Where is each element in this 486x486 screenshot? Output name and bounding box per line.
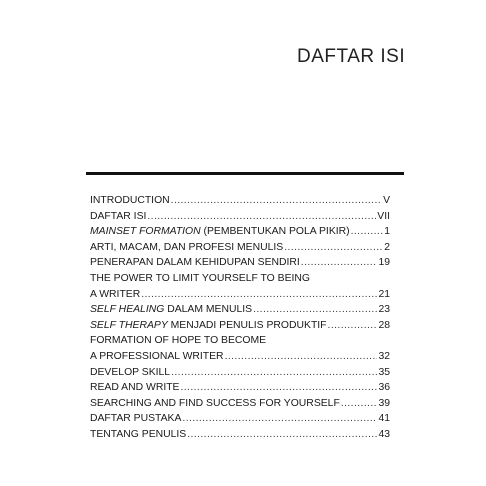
toc-entry: [90, 255, 390, 271]
toc-entry-label-text: ARTI, MACAM, DAN PROFESI MENULIS: [90, 241, 284, 253]
toc-entry: [90, 318, 390, 334]
toc-entry: [90, 209, 390, 225]
toc-entry-label-text: FORMATION OF HOPE TO BECOME: [90, 335, 267, 347]
toc-entry-label: [90, 287, 140, 303]
toc-entry-label: [90, 209, 146, 225]
toc-entry-label: [90, 224, 350, 240]
toc-leader-dots: [171, 193, 382, 209]
toc-entry-label-text: DAFTAR ISI: [90, 210, 147, 222]
toc-page-number: 35: [378, 366, 390, 378]
toc-entry-label: [90, 193, 170, 209]
toc-leader-dots: [351, 224, 384, 240]
toc-entry-label: [90, 240, 283, 256]
toc-entry: [90, 427, 390, 443]
toc-leader-dots: [225, 349, 378, 365]
toc-page-number: 1: [384, 226, 390, 238]
toc-entry-label-text: DALAM MENULIS: [164, 304, 253, 316]
toc-entry: [90, 224, 390, 240]
toc-entry-label: [90, 255, 300, 271]
toc-entry-label-text: DAFTAR PUSTAKA: [90, 413, 182, 425]
toc-page-number: 23: [378, 304, 390, 316]
toc-entry-label: [90, 349, 224, 365]
toc-leader-dots: [187, 427, 377, 443]
toc-page-number: 2: [384, 241, 390, 253]
toc-entry-label-text: DEVELOP SKILL: [90, 366, 171, 378]
toc-entry-label: [90, 333, 390, 349]
toc-entry-label: [90, 318, 327, 334]
toc-entry: [90, 380, 390, 396]
toc-leader-dots: [141, 287, 377, 303]
toc-entry-label-text: TENTANG PENULIS: [90, 428, 187, 440]
table-of-contents: [90, 193, 390, 443]
toc-entry: [90, 193, 390, 209]
toc-leader-dots: [147, 209, 376, 225]
toc-leader-dots: [180, 380, 377, 396]
toc-entry-label-text: (PEMBENTUKAN POLA PIKIR): [200, 226, 350, 238]
toc-entry-label-text: A PROFESSIONAL WRITER: [90, 350, 224, 362]
toc-leader-dots: [301, 255, 378, 271]
toc-page-number: 36: [378, 382, 390, 394]
toc-page-number: 41: [378, 413, 390, 425]
toc-page-number: 43: [378, 428, 390, 440]
toc-leader-dots: [341, 396, 378, 412]
toc-entry: [90, 240, 390, 256]
toc-entry-label: [90, 302, 252, 318]
toc-page-number: VII: [377, 210, 390, 222]
toc-entry-label: [90, 396, 340, 412]
toc-entry-label-text: MENJADI PENULIS PRODUKTIF: [167, 319, 327, 331]
toc-page-number: 39: [378, 397, 390, 409]
toc-entry-label: [90, 380, 179, 396]
heading-rule: [86, 172, 404, 175]
toc-page-number: V: [383, 195, 390, 206]
toc-page-number: 28: [378, 319, 390, 331]
toc-entry-label-text: PENERAPAN DALAM KEHIDUPAN SENDIRI: [90, 257, 300, 269]
toc-entry-label-text: SEARCHING AND FIND SUCCESS FOR YOURSELF: [90, 397, 340, 409]
toc-entry: [90, 302, 390, 318]
toc-entry: [90, 349, 390, 365]
toc-page-number: 32: [378, 350, 390, 362]
toc-leader-dots: [328, 318, 378, 334]
toc-entry-label-italic: SELF HEALING: [90, 304, 165, 316]
toc-leader-dots: [171, 365, 377, 381]
toc-entry-label-italic: MAINSET FORMATION: [90, 226, 201, 238]
toc-entry: [90, 333, 390, 349]
toc-page-number: 21: [378, 288, 390, 300]
toc-entry-label-text: INTRODUCTION: [90, 195, 170, 206]
toc-leader-dots: [253, 302, 377, 318]
toc-entry: [90, 271, 390, 287]
toc-entry-label: [90, 411, 181, 427]
toc-entry-label-text: THE POWER TO LIMIT YOURSELF TO BEING: [90, 272, 310, 284]
toc-entry: [90, 287, 390, 303]
toc-entry: [90, 365, 390, 381]
toc-entry-label-italic: SELF THERAPY: [90, 319, 168, 331]
page-title: DAFTAR ISI: [297, 46, 406, 67]
toc-entry: [90, 411, 390, 427]
toc-entry: [90, 396, 390, 412]
toc-entry-label-text: READ AND WRITE: [90, 382, 180, 394]
toc-leader-dots: [182, 411, 377, 427]
toc-entry-label-text: A WRITER: [90, 288, 141, 300]
toc-page-number: 19: [378, 257, 390, 269]
toc-entry-label: [90, 271, 390, 287]
toc-entry-label: [90, 365, 170, 381]
toc-entry-label: [90, 427, 186, 443]
toc-leader-dots: [284, 240, 383, 256]
